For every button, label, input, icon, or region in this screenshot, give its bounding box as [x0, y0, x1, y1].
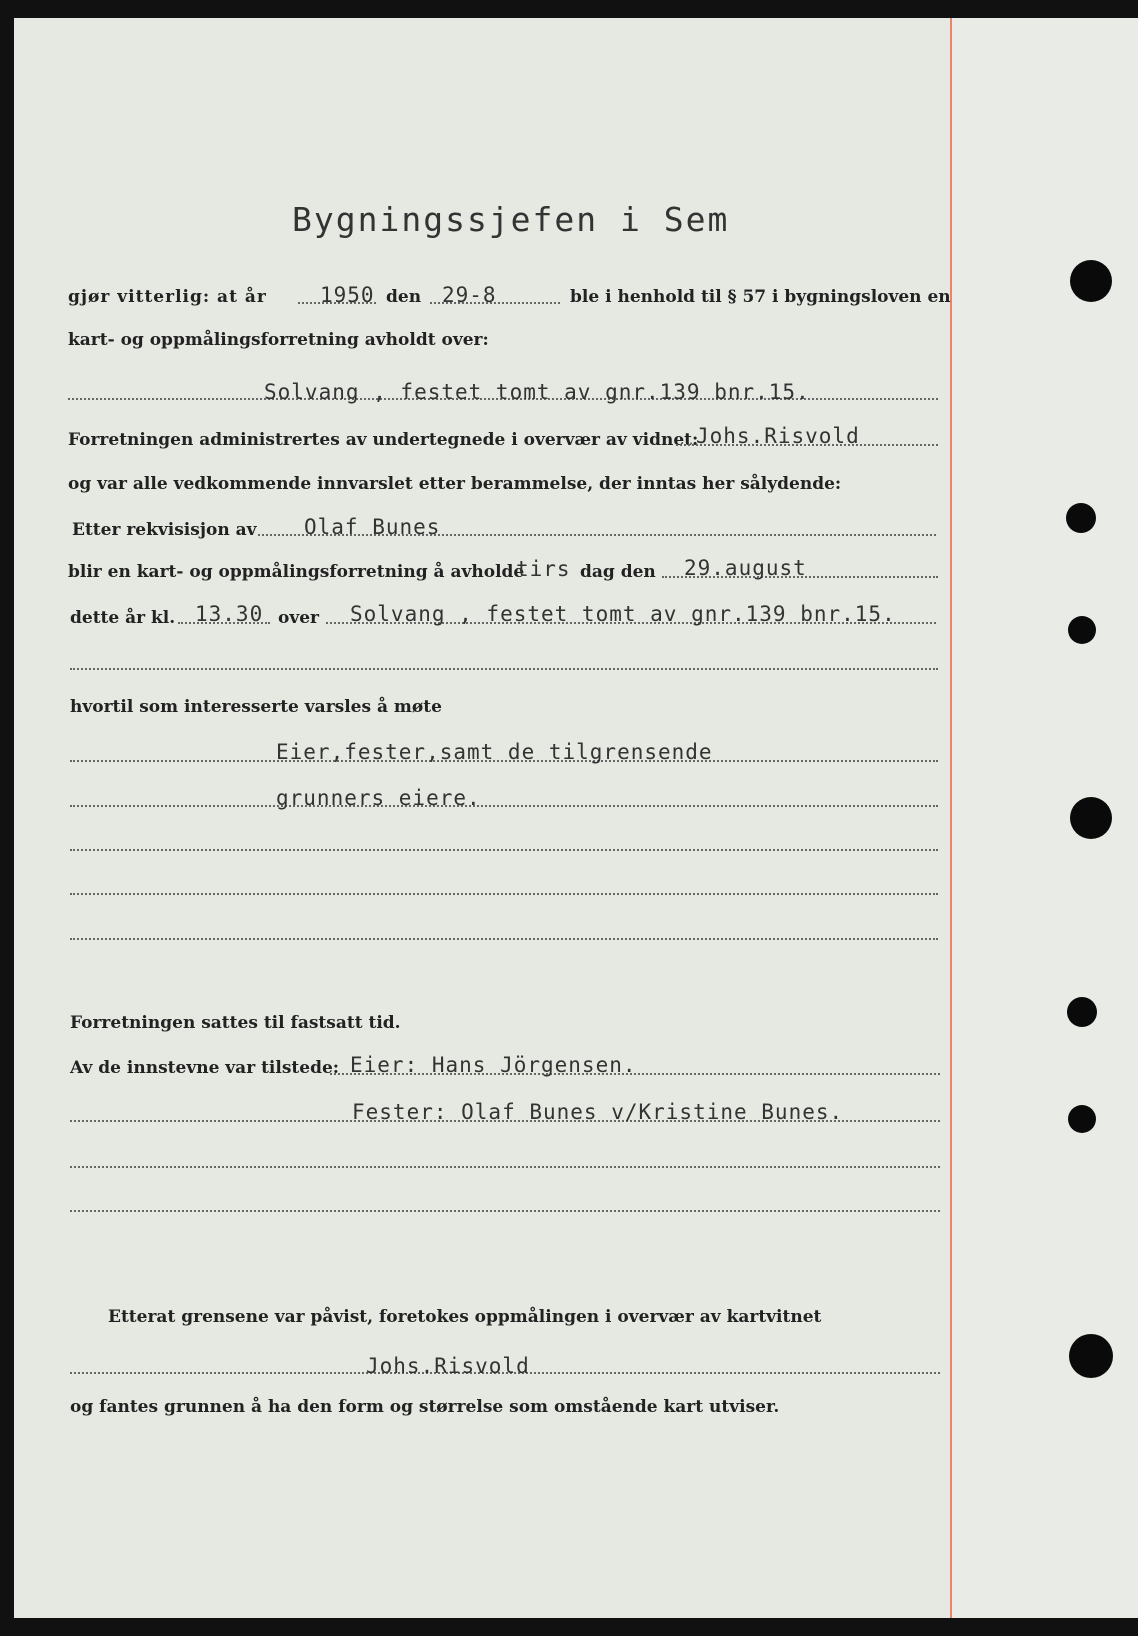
- summoned-entry: Eier,fester,samt de tilgrensende: [276, 740, 713, 764]
- punch-hole: [1070, 260, 1112, 302]
- schedule-label: blir en kart- og oppmålingsforretning å avholde: [68, 562, 525, 582]
- punch-hole: [1069, 1334, 1113, 1378]
- property-value: Solvang , festet tomt av gnr.139 bnr.15.: [264, 380, 810, 404]
- survey-line: Etterat grensene var påvist, foretokes oppmålingen i overvær av kartvitnet: [108, 1307, 822, 1327]
- blank-line: [70, 1210, 940, 1212]
- notice-line: og var alle vedkommende innvarslet etter berammelse, der inntas her sålydende:: [68, 474, 842, 494]
- den-label: den: [386, 287, 422, 307]
- place-value: Solvang , festet tomt av gnr.139 bnr.15.: [350, 602, 896, 626]
- punch-hole: [1068, 616, 1096, 644]
- held-line: Forretningen sattes til fastsatt tid.: [70, 1013, 401, 1033]
- requisition-value: Olaf Bunes: [304, 515, 441, 539]
- time-value: 13.30: [195, 602, 264, 626]
- present-entry: Fester: Olaf Bunes v/Kristine Bunes.: [352, 1100, 844, 1124]
- blank-line: [70, 893, 938, 895]
- witness-label: Forretningen administrertes av undertegnede i overvær av vidnet:: [68, 430, 699, 450]
- year-value: 1950: [320, 283, 375, 307]
- punch-hole: [1066, 503, 1096, 533]
- schedule-day: tirs: [516, 557, 571, 581]
- requisition-label: Etter rekvisisjon av: [72, 520, 257, 540]
- closing-line: og fantes grunnen å ha den form og størrelse som omstående kart utviser.: [70, 1397, 780, 1417]
- present-label: Av de innstevne var tilstede:: [70, 1058, 340, 1078]
- witness-value: Johs.Risvold: [696, 424, 860, 448]
- summoned-entry: grunners eiere.: [276, 786, 481, 810]
- blank-line: [70, 849, 938, 851]
- schedule-date: 29.august: [684, 556, 807, 580]
- blank-line: [70, 938, 938, 940]
- blank-line: [70, 668, 938, 670]
- blank-line: [70, 1166, 940, 1168]
- margin-rule: [950, 18, 952, 1618]
- schedule-mid: dag den: [580, 562, 656, 582]
- survey-witness: Johs.Risvold: [366, 1354, 530, 1378]
- summon-label: hvortil som interesserte varsles å møte: [70, 697, 442, 717]
- page-title: Bygningssjefen i Sem: [292, 200, 730, 239]
- punch-hole: [1070, 797, 1112, 839]
- declaration-suffix: ble i henhold til § 57 i bygningsloven en: [570, 287, 951, 307]
- time-label: dette år kl.: [70, 608, 176, 628]
- declaration-prefix: gjør vitterlig: at år: [68, 287, 267, 307]
- punch-hole: [1067, 997, 1097, 1027]
- summoned-line-2: [70, 805, 938, 807]
- declaration-line2: kart- og oppmålingsforretning avholdt over:: [68, 330, 489, 350]
- over-label: over: [278, 608, 319, 628]
- date-value: 29-8: [442, 283, 497, 307]
- present-entry: Eier: Hans Jörgensen.: [350, 1053, 637, 1077]
- punch-hole: [1068, 1105, 1096, 1133]
